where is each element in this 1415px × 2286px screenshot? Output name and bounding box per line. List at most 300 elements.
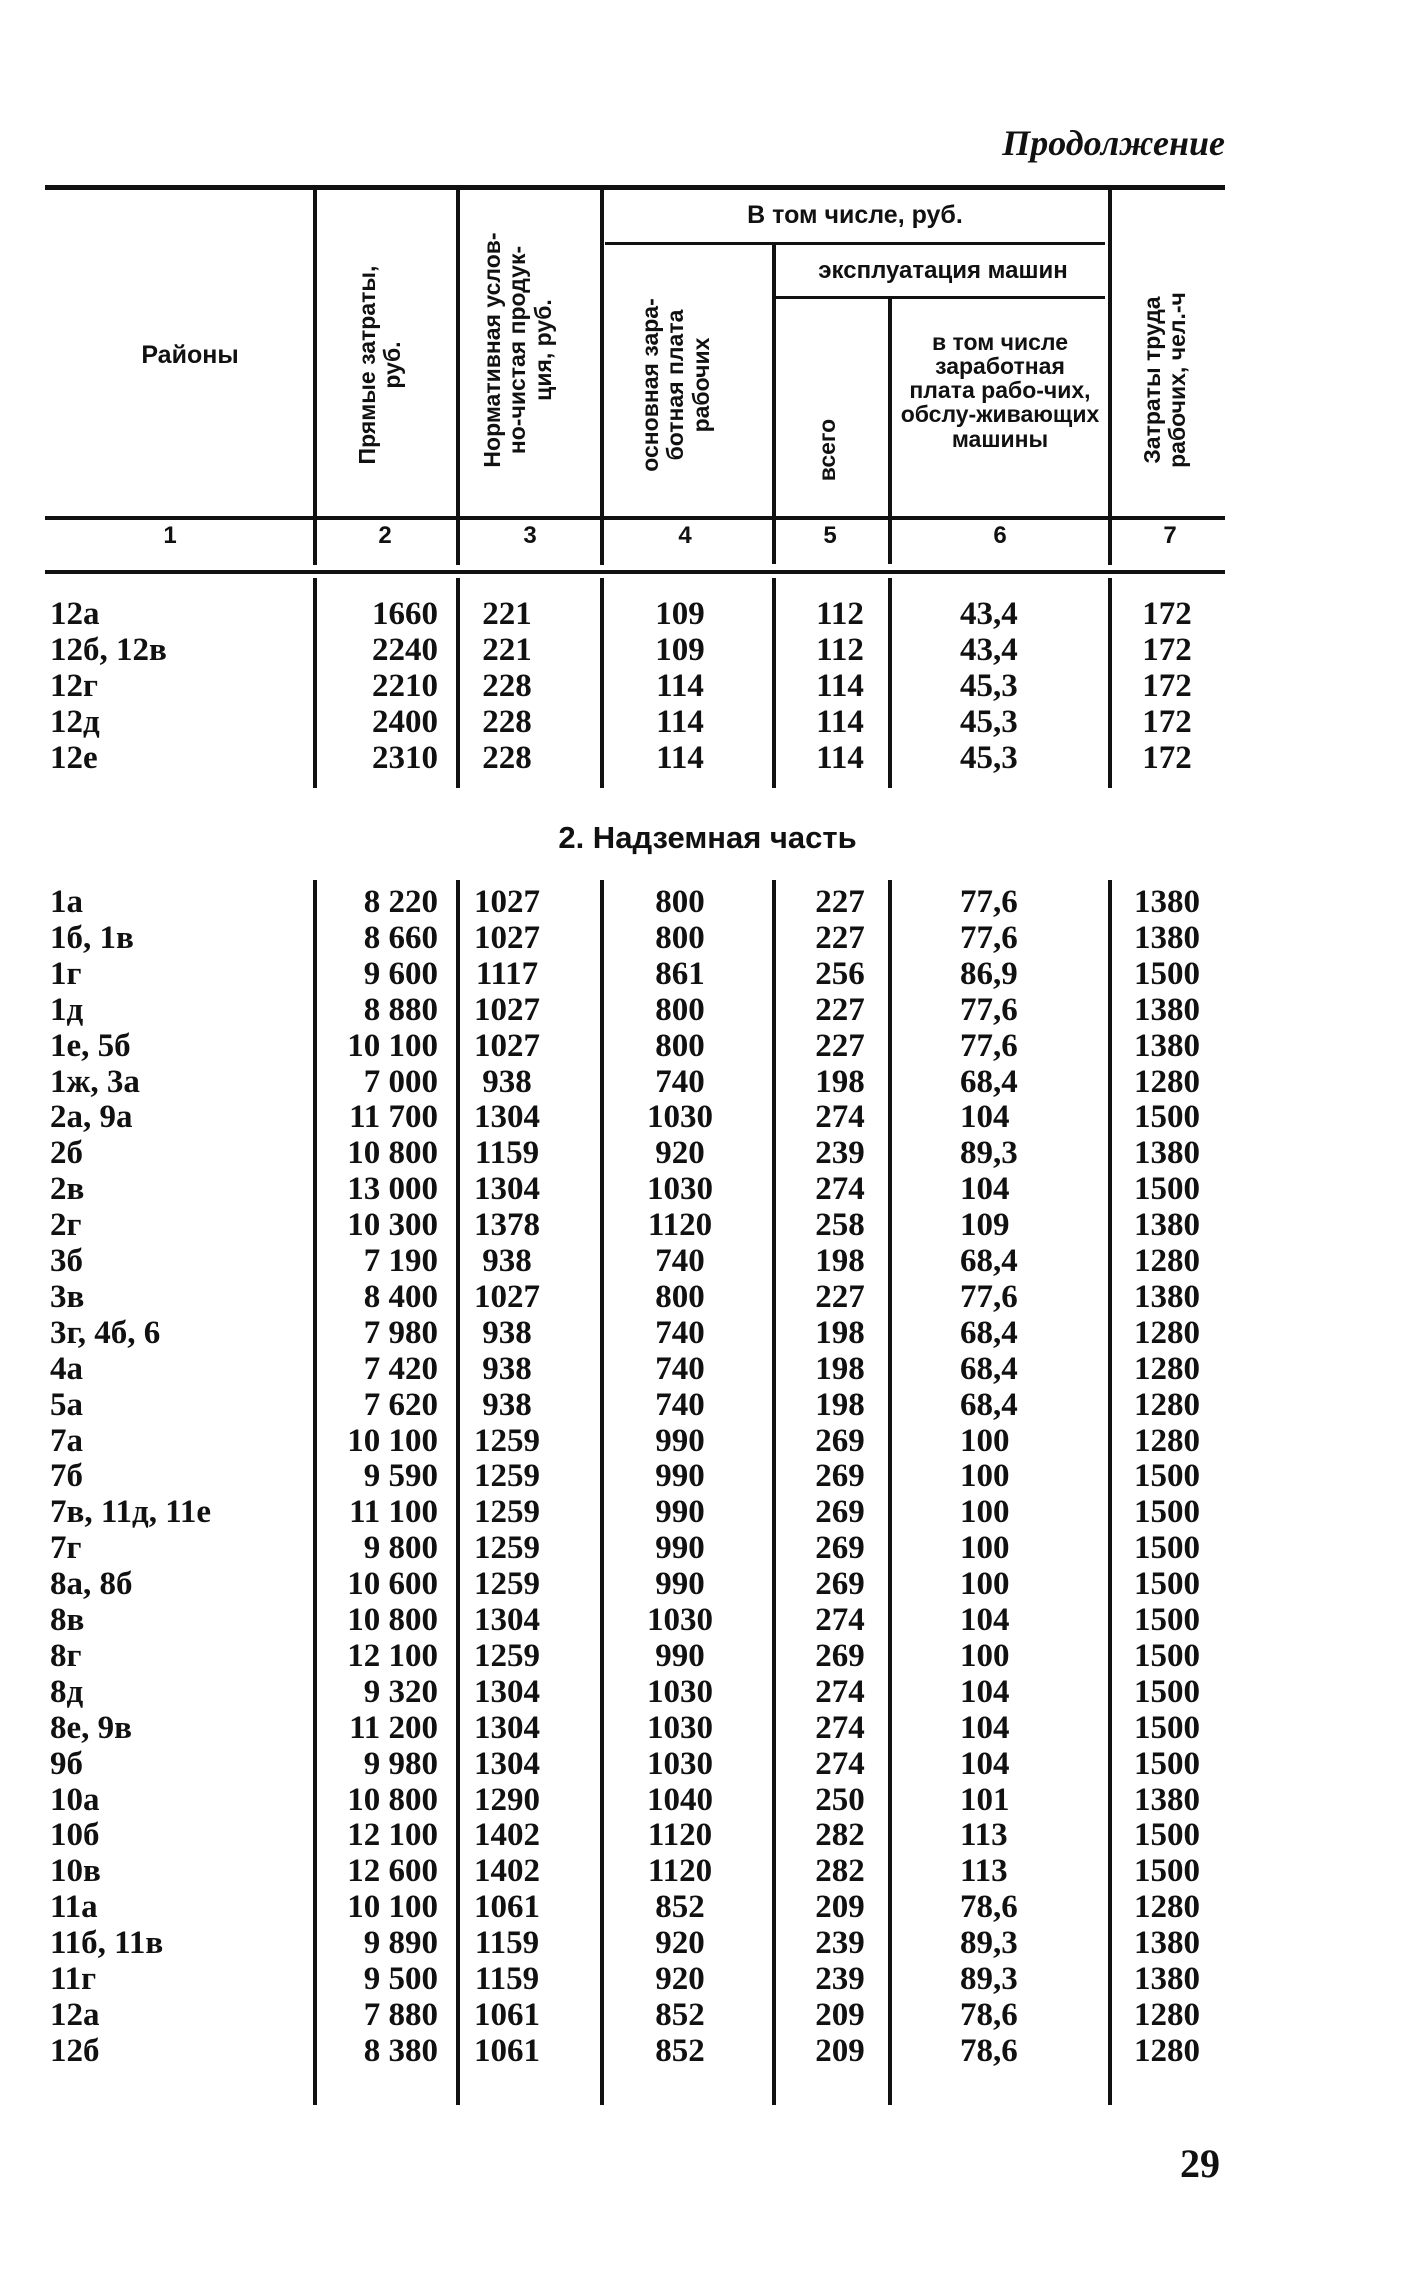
cell-machine-total: 209 (815, 1996, 865, 2033)
cell-machine-total: 198 (815, 1350, 865, 1387)
continuation-label: Продолжение (1002, 123, 1225, 163)
cell-machine-total: 112 (816, 596, 864, 632)
cell-region: 1е, 5б (50, 1027, 131, 1064)
cell-direct-costs: 10 600 (347, 1566, 438, 1603)
cell-labor-costs: 1500 (1134, 1817, 1200, 1854)
cell-machine-wage: 77,6 (960, 884, 1018, 920)
cell-base-wage: 1030 (647, 1171, 713, 1208)
top-rule (45, 185, 1225, 190)
cell-machine-wage: 77,6 (960, 919, 1018, 956)
cell-machine-total: 239 (815, 1135, 865, 1172)
cell-direct-costs: 8 380 (363, 2032, 438, 2069)
cell-labor-costs: 1280 (1134, 1063, 1200, 1100)
cell-machine-wage: 45,3 (960, 740, 1018, 776)
cell-machine-total: 256 (815, 955, 865, 992)
section-title: 2. Надземная часть (558, 820, 857, 855)
cell-machine-total: 269 (815, 1494, 865, 1531)
cell-machine-total: 227 (815, 991, 865, 1028)
cell-direct-costs: 9 320 (363, 1673, 438, 1710)
header-subrule-including (605, 242, 1105, 245)
cell-direct-costs: 7 620 (363, 1386, 438, 1423)
cell-labor-costs: 172 (1142, 704, 1192, 740)
cell-region: 1ж, 3а (50, 1063, 140, 1100)
cell-base-wage: 740 (655, 1243, 705, 1279)
cell-machine-wage: 100 (960, 1422, 1010, 1459)
cell-labor-costs: 1280 (1134, 1243, 1200, 1279)
cell-direct-costs: 12 600 (347, 1853, 438, 1890)
cell-direct-costs: 9 590 (363, 1458, 438, 1495)
cell-base-wage: 1120 (647, 1817, 713, 1854)
cell-region: 11а (50, 1889, 98, 1926)
cell-direct-costs: 11 200 (349, 1709, 438, 1746)
cell-labor-costs: 1500 (1134, 1099, 1200, 1136)
cell-machine-total: 282 (815, 1817, 865, 1854)
vline-g1-4 (772, 578, 776, 788)
cell-normative-output: 1304 (474, 1602, 540, 1638)
cell-normative-output: 938 (482, 1386, 532, 1423)
cell-normative-output: 1259 (474, 1530, 540, 1567)
cell-machine-wage: 101 (960, 1781, 1010, 1818)
cell-base-wage: 1040 (647, 1781, 713, 1818)
cell-normative-output: 1159 (474, 1961, 540, 1997)
cell-normative-output: 1117 (475, 955, 539, 992)
cell-region: 4а (50, 1350, 83, 1387)
cell-labor-costs: 1280 (1134, 1386, 1200, 1423)
cell-machine-wage: 100 (960, 1494, 1010, 1531)
cell-normative-output: 228 (482, 668, 532, 704)
vline-g1-3 (600, 578, 604, 788)
cell-machine-wage: 89,3 (960, 1925, 1018, 1962)
cell-normative-output: 938 (482, 1314, 532, 1351)
cell-region: 12б (50, 2032, 100, 2069)
vline-g2-5 (888, 880, 892, 2105)
cell-region: 2г (50, 1207, 82, 1244)
cell-direct-costs: 7 000 (363, 1063, 438, 1100)
cell-direct-costs: 10 100 (347, 1889, 438, 1926)
cell-base-wage: 1030 (647, 1709, 713, 1746)
cell-base-wage: 800 (655, 1278, 705, 1315)
cell-machine-total: 274 (815, 1602, 865, 1638)
cell-direct-costs: 11 100 (349, 1494, 438, 1531)
header-base-wage: основная зара- ботная плата рабочих (637, 298, 714, 472)
vline-header-5 (888, 298, 892, 564)
cell-machine-total: 198 (815, 1243, 865, 1279)
cell-direct-costs: 8 660 (363, 919, 438, 956)
cell-direct-costs: 10 300 (347, 1207, 438, 1244)
cell-labor-costs: 172 (1142, 632, 1192, 668)
header-total: всего (814, 418, 840, 482)
cell-direct-costs: 7 190 (363, 1243, 438, 1279)
cell-base-wage: 800 (655, 919, 705, 956)
cell-region: 3в (50, 1278, 85, 1315)
cell-base-wage: 114 (656, 704, 704, 740)
cell-labor-costs: 1380 (1134, 991, 1200, 1028)
cell-machine-wage: 45,3 (960, 668, 1018, 704)
header-bottom-rule (45, 516, 1225, 520)
cell-machine-total: 198 (815, 1314, 865, 1351)
cell-base-wage: 114 (656, 740, 704, 776)
cell-labor-costs: 1380 (1134, 1027, 1200, 1064)
cell-region: 11г (50, 1961, 97, 1997)
cell-region: 2в (50, 1171, 85, 1208)
cell-normative-output: 1378 (474, 1207, 540, 1244)
cell-base-wage: 990 (655, 1637, 705, 1674)
cell-normative-output: 1259 (474, 1422, 540, 1459)
cell-normative-output: 1061 (474, 1996, 540, 2033)
cell-base-wage: 990 (655, 1566, 705, 1603)
cell-region: 11б, 11в (50, 1925, 164, 1962)
colnum-1: 1 (163, 522, 177, 549)
cell-region: 7а (50, 1422, 83, 1459)
cell-machine-wage: 89,3 (960, 1135, 1018, 1172)
cell-labor-costs: 1500 (1134, 1171, 1200, 1208)
cell-labor-costs: 1500 (1134, 1673, 1200, 1710)
cell-normative-output: 1027 (474, 884, 540, 920)
cell-base-wage: 990 (655, 1530, 705, 1567)
cell-labor-costs: 1500 (1134, 1494, 1200, 1531)
cell-base-wage: 1120 (647, 1207, 713, 1244)
cell-machine-wage: 78,6 (960, 1889, 1018, 1926)
cell-normative-output: 228 (482, 740, 532, 776)
cell-labor-costs: 1380 (1134, 1207, 1200, 1244)
cell-region: 7г (50, 1530, 82, 1567)
cell-machine-wage: 86,9 (960, 955, 1018, 992)
colnum-6: 6 (993, 522, 1007, 549)
cell-direct-costs: 10 800 (347, 1135, 438, 1172)
cell-machine-wage: 43,4 (960, 632, 1018, 668)
vline-header-1 (313, 190, 317, 565)
cell-region: 8в (50, 1602, 85, 1638)
cell-region: 10б (50, 1817, 100, 1854)
cell-region: 9б (50, 1745, 83, 1782)
cell-base-wage: 1120 (647, 1853, 713, 1890)
cell-base-wage: 109 (655, 632, 705, 668)
cell-direct-costs: 11 700 (349, 1099, 438, 1136)
cell-normative-output: 228 (482, 704, 532, 740)
cell-machine-wage: 68,4 (960, 1063, 1018, 1100)
cell-base-wage: 920 (655, 1925, 705, 1962)
cell-labor-costs: 1500 (1134, 1602, 1200, 1638)
header-including: В том числе, руб. (747, 201, 963, 229)
cell-machine-wage: 113 (960, 1817, 1008, 1854)
cell-direct-costs: 10 100 (347, 1422, 438, 1459)
cell-region: 3б (50, 1243, 83, 1279)
cell-base-wage: 800 (655, 884, 705, 920)
cell-labor-costs: 1500 (1134, 1637, 1200, 1674)
cell-region: 1г (50, 955, 82, 992)
cell-normative-output: 1159 (474, 1925, 540, 1962)
cell-machine-total: 114 (816, 740, 864, 776)
vline-g1-6 (1108, 578, 1112, 788)
cell-base-wage: 920 (655, 1135, 705, 1172)
cell-labor-costs: 1500 (1134, 1709, 1200, 1746)
cell-direct-costs: 2210 (372, 668, 438, 704)
header-direct-costs: Прямые затраты, руб. (354, 265, 406, 465)
cell-normative-output: 1259 (474, 1566, 540, 1603)
colnum-7: 7 (1163, 522, 1177, 549)
cell-machine-wage: 104 (960, 1171, 1010, 1208)
cell-direct-costs: 1660 (372, 596, 438, 632)
cell-machine-wage: 104 (960, 1602, 1010, 1638)
cell-machine-total: 227 (815, 1278, 865, 1315)
cell-direct-costs: 8 400 (363, 1278, 438, 1315)
cell-machine-wage: 100 (960, 1637, 1010, 1674)
cell-direct-costs: 2400 (372, 704, 438, 740)
cell-direct-costs: 12 100 (347, 1817, 438, 1854)
cell-machine-total: 258 (815, 1207, 865, 1244)
cell-labor-costs: 1280 (1134, 1889, 1200, 1926)
cell-machine-wage: 100 (960, 1530, 1010, 1567)
cell-region: 2а, 9а (50, 1099, 133, 1136)
cell-machine-wage: 68,4 (960, 1350, 1018, 1387)
cell-normative-output: 1027 (474, 1278, 540, 1315)
cell-labor-costs: 1500 (1134, 955, 1200, 992)
cell-machine-total: 274 (815, 1673, 865, 1710)
cell-normative-output: 1027 (474, 1027, 540, 1064)
cell-machine-total: 227 (815, 1027, 865, 1064)
vline-g2-6 (1108, 880, 1112, 2105)
colnum-bottom-rule (45, 570, 1225, 574)
cell-machine-wage: 104 (960, 1745, 1010, 1782)
cell-normative-output: 1304 (474, 1709, 540, 1746)
cell-normative-output: 1304 (474, 1745, 540, 1782)
cell-base-wage: 1030 (647, 1602, 713, 1638)
vline-header-6 (1108, 190, 1112, 565)
cell-labor-costs: 1380 (1134, 1961, 1200, 1997)
cell-base-wage: 114 (656, 668, 704, 704)
cell-normative-output: 221 (482, 632, 532, 668)
cell-base-wage: 740 (655, 1063, 705, 1100)
cell-machine-total: 209 (815, 1889, 865, 1926)
cell-direct-costs: 8 880 (363, 991, 438, 1028)
cell-machine-wage: 104 (960, 1099, 1010, 1136)
cell-machine-total: 274 (815, 1745, 865, 1782)
cell-labor-costs: 172 (1142, 668, 1192, 704)
colnum-4: 4 (678, 522, 692, 549)
cell-labor-costs: 1500 (1134, 1745, 1200, 1782)
cell-normative-output: 1402 (474, 1817, 540, 1854)
cell-machine-total: 209 (815, 2032, 865, 2069)
cell-machine-wage: 89,3 (960, 1961, 1018, 1997)
vline-header-4 (772, 244, 776, 564)
cell-machine-wage: 113 (960, 1853, 1008, 1890)
cell-machine-wage: 104 (960, 1673, 1010, 1710)
cell-machine-wage: 77,6 (960, 1278, 1018, 1315)
cell-normative-output: 1304 (474, 1673, 540, 1710)
cell-labor-costs: 1280 (1134, 1314, 1200, 1351)
cell-base-wage: 852 (655, 1889, 705, 1926)
cell-machine-total: 274 (815, 1709, 865, 1746)
cell-machine-total: 269 (815, 1422, 865, 1459)
cell-normative-output: 1304 (474, 1099, 540, 1136)
cell-normative-output: 1061 (474, 2032, 540, 2069)
cell-labor-costs: 1380 (1134, 1781, 1200, 1818)
cell-machine-total: 114 (816, 704, 864, 740)
vline-g2-4 (772, 880, 776, 2105)
cell-machine-total: 274 (815, 1171, 865, 1208)
cell-machine-wage: 68,4 (960, 1243, 1018, 1279)
cell-labor-costs: 1380 (1134, 1278, 1200, 1315)
cell-direct-costs: 7 980 (363, 1314, 438, 1351)
cell-region: 8а, 8б (50, 1566, 133, 1603)
cell-direct-costs: 10 800 (347, 1781, 438, 1818)
cell-region: 8е, 9в (50, 1709, 132, 1746)
cell-machine-total: 269 (815, 1530, 865, 1567)
cell-region: 7в, 11д, 11е (50, 1494, 212, 1531)
cell-direct-costs: 10 800 (347, 1602, 438, 1638)
cell-machine-total: 282 (815, 1853, 865, 1890)
cell-base-wage: 990 (655, 1458, 705, 1495)
cell-labor-costs: 1380 (1134, 1135, 1200, 1172)
cell-direct-costs: 9 980 (363, 1745, 438, 1782)
cell-labor-costs: 1500 (1134, 1458, 1200, 1495)
cell-machine-total: 227 (815, 919, 865, 956)
vline-header-3 (600, 190, 604, 565)
cell-machine-total: 269 (815, 1566, 865, 1603)
cell-direct-costs: 7 880 (363, 1996, 438, 2033)
cell-normative-output: 1159 (474, 1135, 540, 1172)
cell-machine-wage: 100 (960, 1458, 1010, 1495)
cell-region: 2б (50, 1135, 83, 1172)
vline-g1-5 (888, 578, 892, 788)
cell-normative-output: 1027 (474, 919, 540, 956)
page-number: 29 (1180, 2141, 1220, 2186)
cell-region: 3г, 4б, 6 (50, 1314, 161, 1351)
cell-machine-total: 274 (815, 1099, 865, 1136)
cell-region: 10в (50, 1853, 101, 1890)
cell-base-wage: 740 (655, 1314, 705, 1351)
cell-region: 12г (50, 668, 98, 704)
vline-g2-2 (456, 880, 460, 2105)
cell-machine-wage: 104 (960, 1709, 1010, 1746)
colnum-5: 5 (823, 522, 837, 549)
cell-normative-output: 1259 (474, 1458, 540, 1495)
cell-base-wage: 1030 (647, 1673, 713, 1710)
vline-g2-3 (600, 880, 604, 2105)
cell-labor-costs: 1380 (1134, 884, 1200, 920)
cell-machine-total: 198 (815, 1386, 865, 1423)
cell-base-wage: 1030 (647, 1099, 713, 1136)
header-regions: Районы (141, 341, 239, 369)
cell-base-wage: 920 (655, 1961, 705, 1997)
cell-normative-output: 938 (482, 1243, 532, 1279)
colnum-3: 3 (523, 522, 537, 549)
cell-machine-wage: 77,6 (960, 1027, 1018, 1064)
cell-machine-total: 269 (815, 1458, 865, 1495)
vline-g1-2 (456, 578, 460, 788)
cell-labor-costs: 1380 (1134, 1925, 1200, 1962)
cell-machine-total: 239 (815, 1925, 865, 1962)
cell-region: 8д (50, 1673, 84, 1710)
cell-machine-total: 269 (815, 1637, 865, 1674)
cell-direct-costs: 10 100 (347, 1027, 438, 1064)
cell-base-wage: 1030 (647, 1745, 713, 1782)
cell-region: 8г (50, 1637, 82, 1674)
cell-base-wage: 109 (655, 596, 705, 632)
cell-machine-wage: 109 (960, 1207, 1010, 1244)
cell-region: 1д (50, 991, 84, 1028)
cell-base-wage: 800 (655, 1027, 705, 1064)
cell-normative-output: 1259 (474, 1494, 540, 1531)
cell-direct-costs: 2310 (372, 740, 438, 776)
cell-region: 1б, 1в (50, 919, 134, 956)
cell-labor-costs: 1280 (1134, 1350, 1200, 1387)
cell-machine-wage: 100 (960, 1566, 1010, 1603)
cell-region: 10а (50, 1781, 100, 1818)
header-machine-wage: в том числе заработная плата рабо-чих, обслу-живающих машины (900, 329, 1100, 452)
cell-machine-total: 198 (815, 1063, 865, 1100)
cell-region: 5а (50, 1386, 83, 1423)
cell-region: 12е (50, 740, 98, 776)
vline-header-2 (456, 190, 460, 565)
cell-labor-costs: 1280 (1134, 1422, 1200, 1459)
cell-base-wage: 852 (655, 2032, 705, 2069)
cell-labor-costs: 1280 (1134, 2032, 1200, 2069)
cell-region: 7б (50, 1458, 83, 1495)
cell-machine-wage: 77,6 (960, 991, 1018, 1028)
colnum-2: 2 (378, 522, 392, 549)
cell-base-wage: 740 (655, 1350, 705, 1387)
cell-direct-costs: 7 420 (363, 1350, 438, 1387)
cell-direct-costs: 9 600 (363, 955, 438, 992)
cell-base-wage: 861 (655, 955, 705, 992)
cell-machine-total: 239 (815, 1961, 865, 1997)
cell-normative-output: 938 (482, 1063, 532, 1100)
cell-direct-costs: 2240 (372, 632, 438, 668)
cell-direct-costs: 12 100 (347, 1637, 438, 1674)
cell-labor-costs: 1500 (1134, 1566, 1200, 1603)
cell-region: 12а (50, 1996, 100, 2033)
cell-direct-costs: 9 890 (363, 1925, 438, 1962)
cell-normative-output: 1259 (474, 1637, 540, 1674)
cell-machine-total: 114 (816, 668, 864, 704)
cell-region: 12д (50, 704, 100, 740)
cell-normative-output: 1304 (474, 1171, 540, 1208)
cell-labor-costs: 1500 (1134, 1853, 1200, 1890)
cell-normative-output: 938 (482, 1350, 532, 1387)
cell-machine-total: 250 (815, 1781, 865, 1818)
cell-region: 1а (50, 884, 83, 920)
cell-base-wage: 852 (655, 1996, 705, 2033)
cell-direct-costs: 13 000 (347, 1171, 438, 1208)
cell-base-wage: 990 (655, 1494, 705, 1531)
cell-normative-output: 1402 (474, 1853, 540, 1890)
cell-machine-total: 227 (815, 884, 865, 920)
header-labor-costs: Затраты труда рабочих, чел.-ч (1139, 292, 1191, 468)
cell-normative-output: 1290 (474, 1781, 540, 1818)
cell-labor-costs: 1380 (1134, 919, 1200, 956)
cell-base-wage: 990 (655, 1422, 705, 1459)
header-subrule-machines (775, 296, 1105, 299)
cell-base-wage: 740 (655, 1386, 705, 1423)
cell-direct-costs: 9 500 (363, 1961, 438, 1997)
cell-direct-costs: 8 220 (363, 884, 438, 920)
cell-region: 12б, 12в (50, 632, 167, 668)
cell-region: 12а (50, 596, 100, 632)
cell-machine-wage: 68,4 (960, 1314, 1018, 1351)
cell-machine-wage: 68,4 (960, 1386, 1018, 1423)
cell-machine-wage: 78,6 (960, 2032, 1018, 2069)
cell-labor-costs: 1500 (1134, 1530, 1200, 1567)
header-normative-output: Нормативная услов- но-чистая продук- ция, руб. (479, 232, 556, 468)
cell-labor-costs: 172 (1142, 596, 1192, 632)
cell-machine-wage: 43,4 (960, 596, 1018, 632)
cell-normative-output: 221 (482, 596, 532, 632)
cell-machine-total: 112 (816, 632, 864, 668)
cell-labor-costs: 172 (1142, 740, 1192, 776)
cell-direct-costs: 9 800 (363, 1530, 438, 1567)
cell-machine-wage: 45,3 (960, 704, 1018, 740)
